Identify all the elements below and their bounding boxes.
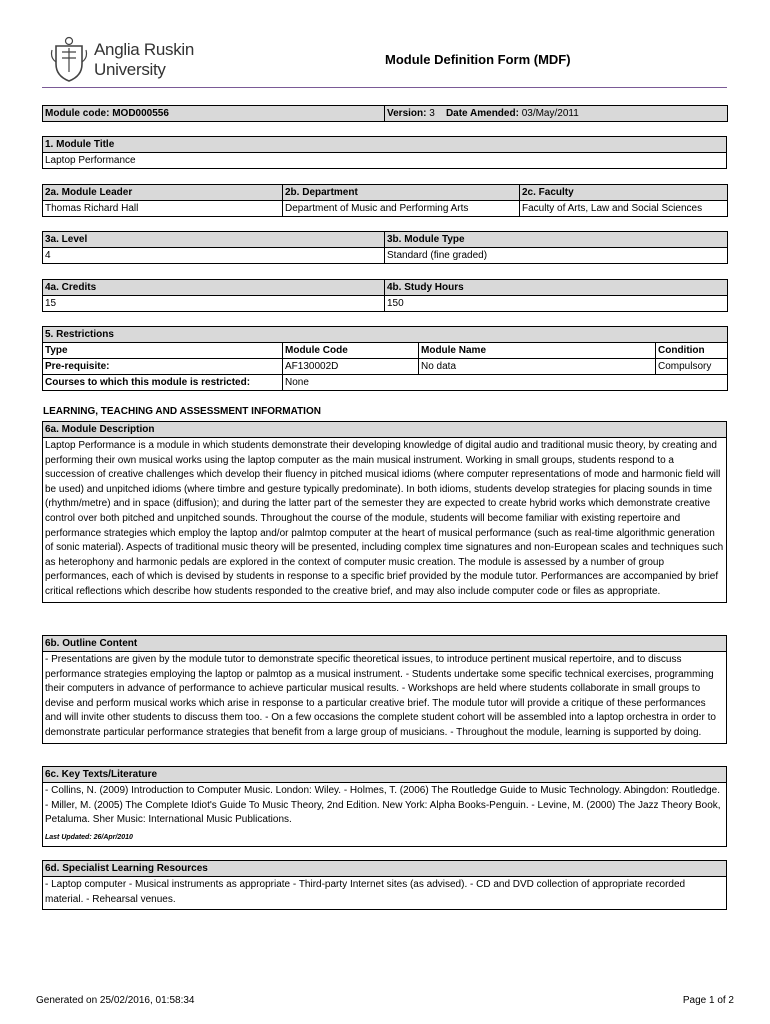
study-hours-label: 4b. Study Hours xyxy=(385,280,728,296)
prereq-name: No data xyxy=(419,359,656,375)
key-texts-cell xyxy=(43,783,727,847)
outline-content-table xyxy=(42,635,727,744)
module-description-label: 6a. Module Description xyxy=(43,422,727,438)
courses-restricted-label: Courses to which this module is restricted: xyxy=(43,375,283,391)
version-date-cell xyxy=(385,106,728,122)
module-description-text: Laptop Performance is a module in which students demonstrate their developing knowledge of digital audio and traditional music theory, by creating and performing their own musical works using the laptop computer as the main musical instrument. Working in small groups, students respond to a succession of creative challenges which develop their fluency in pitched musical idioms (where computer representations of mode and harmonic field will be used) and unpitched idioms (where timbre and gesture typically predominate). In both idioms, students develop strategies for placing sounds in time (rhythm/metre) and in space (diffusion); and during the latter part of the semester they are expected to create hybrid works which demonstrate creative control over both pitched and unpitched sounds. Throughout the course of the module, students will become familiar with existing repertoire and performance strategies which employ the laptop and/or palmtop computer at the heart of musical performance (such as real-time algorithmic generation of sonic material). Aspects of traditional music theory will be presented, including complex time signatures and non-European scales and techniques such as heterophony and harmonic pedals are explored in the context of computer music creation. The module is assessed by a number of group performances, each of which is devised by students in response to a specific brief provided by the module tutor. Performances are accompanied by brief critical reflections which describe how students responded to the creative brief, and may also include computer code or files as appropriate. xyxy=(43,438,727,603)
specialist-resources-table xyxy=(42,860,727,910)
faculty-label: 2c. Faculty xyxy=(520,185,728,201)
date-amended-label: Date Amended: xyxy=(445,108,519,119)
generated-timestamp: Generated on 25/02/2016, 01:58:34 xyxy=(36,995,195,1006)
module-code-table xyxy=(42,105,728,122)
restrictions-table xyxy=(42,326,728,391)
study-hours-value: 150 xyxy=(385,296,728,312)
date-amended-value: 03/May/2011 xyxy=(521,108,579,119)
logo-text-line2: University xyxy=(94,60,166,79)
module-leader-value: Thomas Richard Hall xyxy=(43,201,283,217)
prereq-code: AF130002D xyxy=(283,359,419,375)
module-type-label: 3b. Module Type xyxy=(385,232,728,248)
module-title-table xyxy=(42,136,727,169)
university-logo xyxy=(50,36,210,86)
prereq-label: Pre-requisite: xyxy=(43,359,283,375)
credits-hours-table xyxy=(42,279,728,312)
outline-content-text: - Presentations are given by the module tutor to demonstrate specific theoretical issues, to introduce pertinent musical repertoire, and to discuss performance strategies employing the laptop or palmtop as a musical instrument. - Students undertake some specific technical exercises, programming their computers in advance of performance to achieve particular musical results. - Workshops are held where students collaborate in small groups to devise and perform musical works which arise in response to a particular creative brief. The module tutor will provide a critique of these performances and will invite other students to discuss them too. - On a few occasions the complete student cohort will be assembled into a laptop orchestra in order to demonstrate particular performance strategies that benefit from a large group of musicians. - Throughout the module, learning is supported by doing. xyxy=(43,652,727,744)
col-type: Type xyxy=(43,343,283,359)
department-label: 2b. Department xyxy=(283,185,520,201)
version-label: Version: xyxy=(387,108,427,119)
module-leader-label: 2a. Module Leader xyxy=(43,185,283,201)
level-label: 3a. Level xyxy=(43,232,385,248)
last-updated: Last Updated: 26/Apr/2010 xyxy=(45,833,133,841)
specialist-resources-label: 6d. Specialist Learning Resources xyxy=(43,861,727,877)
header-rule xyxy=(42,87,727,88)
key-texts-text: - Collins, N. (2009) Introduction to Computer Music. London: Wiley. - Holmes, T. (2006) The Routledge Guide to Music Technology. Abingdon: Routledge. - Miller, M. (2005) The Complete Idiot's Guide To Music Theory, 2nd Edition. New York: Alpha Books-Penguin. - Levine, M. (2000) The Jazz Theory Book, Petaluma. Sher Music: International Music Publications. xyxy=(45,785,721,826)
restrictions-label: 5. Restrictions xyxy=(43,327,728,343)
level-type-table xyxy=(42,231,728,264)
faculty-value: Faculty of Arts, Law and Social Sciences xyxy=(520,201,728,217)
prereq-condition: Compulsory xyxy=(656,359,728,375)
page-number: Page 1 of 2 xyxy=(682,995,734,1006)
key-texts-label: 6c. Key Texts/Literature xyxy=(43,767,727,783)
col-condition: Condition xyxy=(656,343,728,359)
specialist-resources-text: - Laptop computer - Musical instruments as appropriate - Third-party Internet sites (as advised). - CD and DVD collection of appropriate recorded material. - Rehearsal venues. xyxy=(43,877,727,910)
courses-restricted-value: None xyxy=(283,375,728,391)
form-title: Module Definition Form (MDF) xyxy=(385,52,571,67)
module-type-value: Standard (fine graded) xyxy=(385,248,728,264)
lta-heading: LEARNING, TEACHING AND ASSESSMENT INFORMATION xyxy=(43,406,321,417)
module-title-label: 1. Module Title xyxy=(43,137,727,153)
module-code: Module code: MOD000556 xyxy=(43,106,385,122)
credits-value: 15 xyxy=(43,296,385,312)
level-value: 4 xyxy=(43,248,385,264)
department-value: Department of Music and Performing Arts xyxy=(283,201,520,217)
col-module-name: Module Name xyxy=(419,343,656,359)
version-value: 3 xyxy=(429,108,435,119)
logo-text-line1: Anglia Ruskin xyxy=(94,40,195,59)
key-texts-table xyxy=(42,766,727,847)
outline-content-label: 6b. Outline Content xyxy=(43,636,727,652)
credits-label: 4a. Credits xyxy=(43,280,385,296)
crest-icon xyxy=(50,36,88,82)
col-module-code: Module Code xyxy=(283,343,419,359)
module-description-table xyxy=(42,421,727,603)
module-title-value: Laptop Performance xyxy=(43,153,727,169)
leader-dept-faculty-table xyxy=(42,184,728,217)
